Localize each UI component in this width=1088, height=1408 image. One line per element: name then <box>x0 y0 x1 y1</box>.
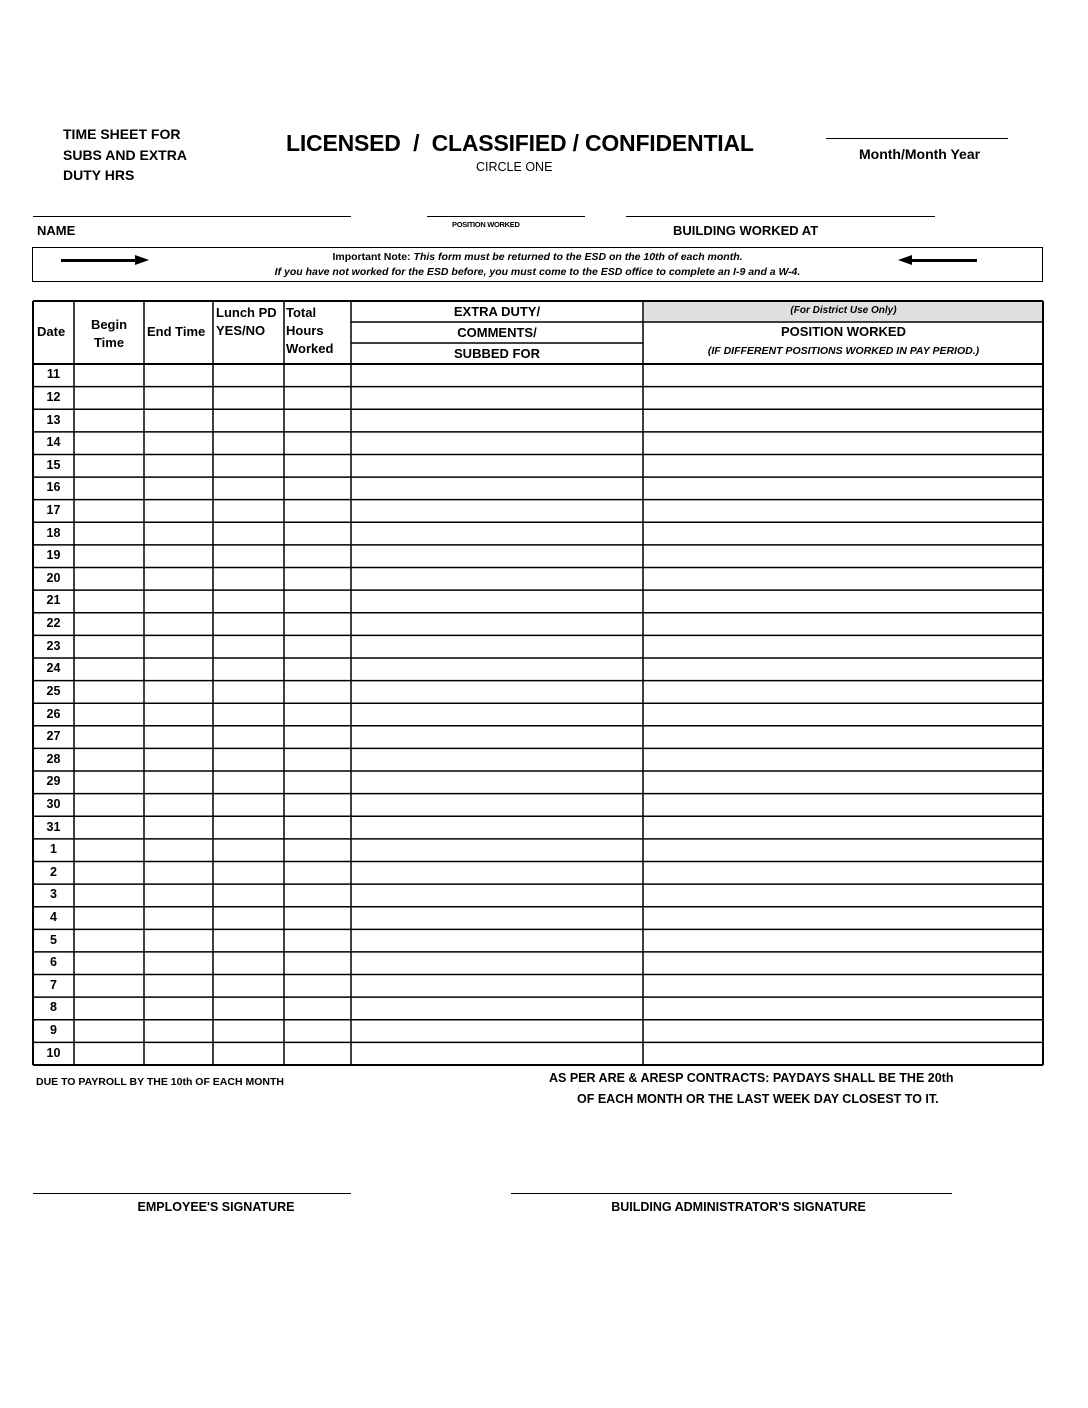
day-number: 21 <box>46 593 61 608</box>
important-note-prefix: Important Note: <box>332 251 411 263</box>
day-number: 11 <box>46 367 61 382</box>
admin-signature-label: BUILDING ADMINISTRATOR'S SIGNATURE <box>611 1200 866 1214</box>
payday-note-line-1: AS PER ARE & ARESP CONTRACTS: PAYDAYS SHALL BE THE 20th <box>549 1071 954 1085</box>
comments-header: COMMENTS/ <box>457 325 537 340</box>
day-number: 20 <box>46 570 61 585</box>
day-number: 24 <box>46 661 61 676</box>
day-number: 12 <box>46 389 61 404</box>
day-number: 17 <box>46 502 61 517</box>
position-worked-label: POSITION WORKED <box>452 220 520 229</box>
day-number: 3 <box>50 887 57 902</box>
day-number: 7 <box>50 977 57 992</box>
name-label: NAME <box>37 223 76 238</box>
end-time-header: End Time <box>147 324 206 339</box>
begin-time-header <box>74 316 144 352</box>
day-number: 8 <box>50 1000 57 1015</box>
day-number: 6 <box>50 955 57 970</box>
day-number: 30 <box>46 796 61 811</box>
day-number: 23 <box>46 638 61 653</box>
lunch-header <box>216 304 277 340</box>
admin-signature-field[interactable] <box>511 1193 952 1194</box>
day-number: 28 <box>46 751 61 766</box>
total-hours-header-line: Total <box>286 305 317 320</box>
sheet-title-line: TIME SHEET FOR <box>63 126 181 142</box>
begin-time-header-line: Begin <box>90 317 128 332</box>
begin-time-header-line: Time <box>93 335 125 350</box>
day-number: 1 <box>50 842 57 857</box>
extra-duty-header: EXTRA DUTY/ <box>453 304 541 319</box>
day-number: 31 <box>46 819 61 834</box>
day-number: 10 <box>46 1045 61 1060</box>
lunch-header-line: Lunch PD <box>216 305 277 320</box>
payday-note-line-2: OF EACH MONTH OR THE LAST WEEK DAY CLOSEST TO IT. <box>577 1092 939 1106</box>
due-to-payroll-note: DUE TO PAYROLL BY THE 10th OF EACH MONTH <box>36 1076 284 1088</box>
day-number: 19 <box>46 548 61 563</box>
subbed-for-header: SUBBED FOR <box>454 346 540 361</box>
day-number: 22 <box>46 616 61 631</box>
day-number: 18 <box>46 525 61 540</box>
day-number: 14 <box>46 435 61 450</box>
important-note-text: This form must be returned to the ESD on the 10th of each month. <box>413 251 743 263</box>
day-number: 13 <box>46 412 61 427</box>
building-worked-label: BUILDING WORKED AT <box>673 223 819 238</box>
day-number: 15 <box>46 457 61 472</box>
lunch-header-line: YES/NO <box>216 323 266 338</box>
day-number: 5 <box>50 932 57 947</box>
day-number: 2 <box>50 864 57 879</box>
sheet-title-line: SUBS AND EXTRA <box>63 146 187 163</box>
employee-signature-field[interactable] <box>33 1193 351 1194</box>
position-note-header: (IF DIFFERENT POSITIONS WORKED IN PAY PERIOD.) <box>707 345 980 357</box>
day-number: 25 <box>46 683 61 698</box>
month-year-label: Month/Month Year <box>859 146 981 162</box>
total-hours-header-line: Worked <box>286 341 334 356</box>
day-number: 16 <box>46 480 61 495</box>
day-number: 27 <box>46 729 61 744</box>
sheet-title-line: DUTY HRS <box>63 167 135 183</box>
day-number: 26 <box>46 706 61 721</box>
total-hours-header <box>286 304 333 358</box>
total-hours-header-line: Hours <box>286 323 324 338</box>
position-worked-header: POSITION WORKED <box>781 324 906 339</box>
employment-type-title: LICENSED / CLASSIFIED / CONFIDENTIAL <box>286 130 754 156</box>
important-note-text-2: If you have not worked for the ESD before, you must come to the ESD office to complete an I-9 and a W-4. <box>274 266 801 278</box>
district-use-header: (For District Use Only) <box>790 305 897 316</box>
day-number: 29 <box>46 774 61 789</box>
date-header: Date <box>37 324 66 339</box>
employee-signature-label: EMPLOYEE'S SIGNATURE <box>137 1200 295 1214</box>
day-number: 4 <box>50 910 57 925</box>
circle-one-instruction: CIRCLE ONE <box>476 160 553 174</box>
day-number: 9 <box>50 1023 57 1038</box>
